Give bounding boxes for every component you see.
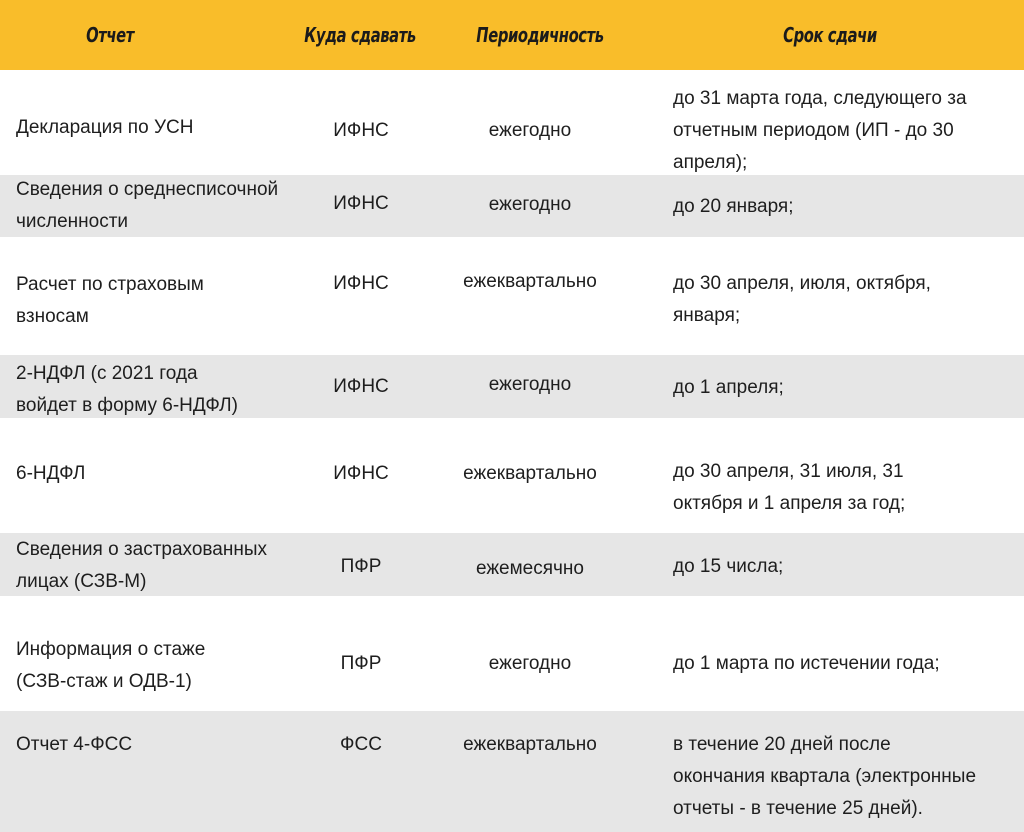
- header-deadline: Срок сдачи: [783, 23, 877, 47]
- cell-deadline: [673, 551, 1023, 583]
- cell-deadline: [673, 372, 1023, 404]
- cell-deadline: [673, 456, 1023, 520]
- cell-where: ИФНС: [333, 193, 389, 214]
- cell-report: [16, 458, 316, 490]
- cell-report-line: численности: [16, 211, 129, 232]
- cell-deadline-line: января;: [673, 305, 741, 326]
- cell-where: ИФНС: [333, 273, 389, 294]
- cell-deadline-line: отчеты - в течение 25 дней).: [673, 798, 923, 819]
- cell-report: [16, 534, 316, 598]
- header-period: Периодичность: [476, 23, 604, 47]
- cell-report-line: лицах (СЗВ-М): [16, 571, 147, 592]
- cell-period: ежегодно: [488, 653, 572, 674]
- cell-report-line: взносам: [16, 306, 89, 327]
- cell-where: ИФНС: [333, 120, 389, 141]
- cell-report: [16, 358, 316, 422]
- cell-deadline: [673, 648, 1023, 680]
- cell-deadline: [673, 191, 1023, 223]
- cell-period: ежегодно: [488, 194, 572, 215]
- cell-deadline-line: до 30 апреля, 31 июля, 31: [673, 461, 904, 482]
- cell-where: ФСС: [340, 734, 382, 755]
- cell-deadline-line: в течение 20 дней после: [673, 734, 891, 755]
- cell-deadline-line: до 1 апреля;: [673, 377, 784, 398]
- cell-report-line: Отчет 4-ФСС: [16, 734, 133, 755]
- cell-where: ИФНС: [333, 376, 389, 397]
- cell-deadline-line: до 30 апреля, июля, октября,: [673, 273, 931, 294]
- cell-report-line: 6-НДФЛ: [16, 463, 86, 484]
- cell-report-line: Информация о стаже: [16, 639, 206, 660]
- cell-period: ежегодно: [488, 120, 572, 141]
- cell-deadline-line: до 31 марта года, следующего за: [673, 88, 967, 109]
- cell-report-line: войдет в форму 6-НДФЛ): [16, 395, 238, 416]
- cell-report-line: Расчет по страховым: [16, 274, 204, 295]
- cell-deadline-line: отчетным периодом (ИП - до 30: [673, 120, 954, 141]
- cell-deadline-line: до 15 числа;: [673, 556, 784, 577]
- cell-report-line: 2-НДФЛ (с 2021 года: [16, 363, 198, 384]
- cell-period: ежемесячно: [475, 558, 584, 579]
- cell-report-line: Декларация по УСН: [16, 117, 194, 138]
- cell-report: [16, 269, 316, 333]
- cell-report: [16, 112, 316, 144]
- cell-period: ежеквартально: [463, 734, 597, 755]
- cell-deadline-line: окончания квартала (электронные: [673, 766, 977, 787]
- cell-report: [16, 174, 316, 238]
- cell-where: ПФР: [340, 653, 382, 674]
- cell-deadline-line: октября и 1 апреля за год;: [673, 493, 906, 514]
- header-report: Отчет: [86, 23, 134, 47]
- table-header: [0, 0, 1024, 70]
- cell-deadline: [673, 729, 1023, 825]
- cell-deadline: [673, 83, 1023, 179]
- cell-deadline: [673, 268, 1023, 332]
- cell-where: ПФР: [340, 556, 382, 577]
- cell-deadline-line: апреля);: [673, 152, 748, 173]
- cell-report-line: (СЗВ-стаж и ОДВ-1): [16, 671, 192, 692]
- cell-report-line: Сведения о среднесписочной: [16, 179, 279, 200]
- cell-where: ИФНС: [333, 463, 389, 484]
- cell-report: [16, 729, 316, 761]
- cell-period: ежеквартально: [463, 271, 597, 292]
- header-where: Куда сдавать: [304, 23, 416, 47]
- cell-deadline-line: до 1 марта по истечении года;: [673, 653, 940, 674]
- cell-report: [16, 634, 316, 698]
- cell-deadline-line: до 20 января;: [673, 196, 794, 217]
- cell-period: ежегодно: [488, 374, 572, 395]
- cell-report-line: Сведения о застрахованных: [16, 539, 267, 560]
- cell-period: ежеквартально: [463, 463, 597, 484]
